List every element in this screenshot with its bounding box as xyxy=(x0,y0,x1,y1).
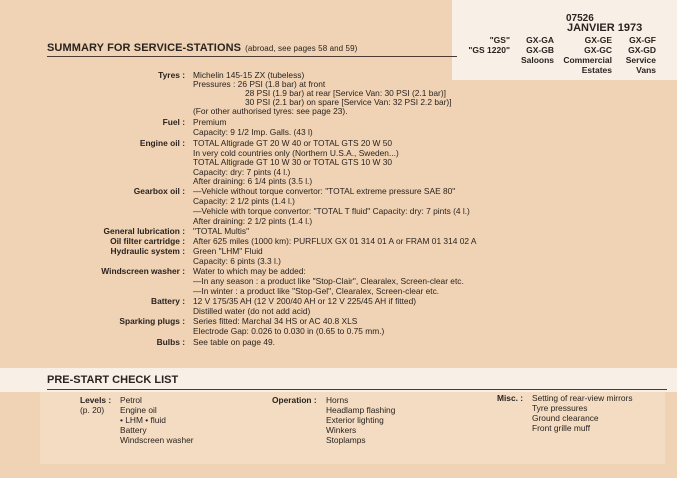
spec-line: In very cold countries only (Northern U.S.A., Sweden...) xyxy=(193,148,399,158)
battery-label: Battery : xyxy=(151,296,185,306)
spec-line: Capacity: 9 1/2 Imp. Galls. (43 l) xyxy=(193,127,313,137)
spec-line: After 625 miles (1000 km): PURFLUX GX 01 314 01 A or FRAM 01 314 02 A xyxy=(193,236,477,246)
spec-line: 30 PSI (2.1 bar) on spare [Service Van: 32 PSI 2.2 bar)] xyxy=(245,97,452,107)
checklist-item: Windscreen washer xyxy=(120,435,194,445)
model-type: Vans xyxy=(636,65,656,75)
spec-line: Pressures : 26 PSI (1.8 bar) at front xyxy=(193,79,326,89)
model-type: Estates xyxy=(581,65,612,75)
operation-label: Operation : xyxy=(272,395,317,405)
misc-label: Misc. : xyxy=(497,393,524,403)
checklist-item: Front grille muff xyxy=(532,423,591,433)
spec-line: Water to which may be added: xyxy=(193,266,306,276)
checklist-item: Petrol xyxy=(120,395,142,405)
document-date: JANVIER 1973 xyxy=(567,22,643,34)
spec-line: After draining: 2 1/2 pints (1.4 l.) xyxy=(193,216,313,226)
spec-line: After draining: 6 1/4 pints (3.5 l.) xyxy=(193,176,313,186)
checklist-item: Engine oil xyxy=(120,405,157,415)
spec-line: —Vehicle with torque convertor: "TOTAL T fluid" Capacity: dry: 7 pints (4 l.) xyxy=(193,206,470,216)
model-name: "GS" xyxy=(489,35,510,45)
checklist-item: Ground clearance xyxy=(532,413,599,423)
checklist-title: PRE-START CHECK LIST xyxy=(47,374,179,386)
checklist-item: Setting of rear-view mirrors xyxy=(532,393,633,403)
spec-line: —Vehicle without torque convertor: "TOTAL extreme pressure SAE 80" xyxy=(193,186,456,196)
checklist-item: Winkers xyxy=(326,425,357,435)
windscreen-washer-label: Windscreen washer : xyxy=(101,266,185,276)
model-name: "GS 1220" xyxy=(468,45,510,55)
model-names xyxy=(452,35,510,55)
levels-label: Levels : xyxy=(80,395,112,405)
fuel-label: Fuel : xyxy=(162,117,185,127)
spec-line: (For other authorised tyres: see page 23). xyxy=(193,106,348,116)
spec-line: "TOTAL Multis" xyxy=(193,226,250,236)
checklist-item: Horns xyxy=(326,395,349,405)
model-code: GX-GD xyxy=(628,45,656,55)
model-type: Commercial xyxy=(563,55,612,65)
tyres-label: Tyres : xyxy=(158,70,185,80)
estates-column xyxy=(556,35,612,75)
spec-line: 28 PSI (1.9 bar) at rear [Service Van: 30 PSI (2.1 bar)] xyxy=(245,88,446,98)
spec-line: TOTAL Altigrade GT 10 W 30 or TOTAL GTS 10 W 30 xyxy=(193,157,393,167)
model-code: GX-GE xyxy=(584,35,612,45)
model-code: GX-GB xyxy=(526,45,554,55)
spec-line: Capacity: dry: 7 pints (4 l.) xyxy=(193,167,291,177)
sparking-plugs-label: Sparking plugs : xyxy=(119,316,185,326)
gearbox-oil-label: Gearbox oil : xyxy=(133,186,185,196)
summary-title-text: SUMMARY FOR SERVICE-STATIONS xyxy=(47,42,242,54)
model-type: Saloons xyxy=(520,55,554,65)
oil-filter-label: Oil filter cartridge : xyxy=(110,236,185,246)
spec-line: TOTAL Altigrade GT 20 W 40 or TOTAL GTS 20 W 50 xyxy=(193,138,393,148)
general-lubrication-label: General lubrication : xyxy=(103,226,185,236)
model-code: GX-GC xyxy=(584,45,612,55)
spec-line: Green "LHM" Fluid xyxy=(193,246,263,256)
saloons-column xyxy=(514,35,554,65)
model-code: GX-GF xyxy=(629,35,656,45)
spec-line: 12 V 175/35 AH (12 V 200/40 AH or 12 V 225/45 AH if fitted) xyxy=(193,296,417,306)
summary-title xyxy=(47,42,357,54)
checklist-item: Headlamp flashing xyxy=(326,405,396,415)
hydraulic-system-label: Hydraulic system : xyxy=(110,246,185,256)
spec-line: Premium xyxy=(193,117,227,127)
spec-line: See table on page 49. xyxy=(193,337,275,347)
spec-line: Capacity: 2 1/2 pints (1.4 l.) xyxy=(193,196,295,206)
document-code: 07526 xyxy=(566,13,594,24)
title-rule xyxy=(47,56,457,57)
spec-line: Series fitted: Marchal 34 HS or AC 40.8 XLS xyxy=(193,316,358,326)
spec-line: Distilled water (do not add acid) xyxy=(193,306,311,316)
vans-column xyxy=(614,35,656,75)
checklist-item: Tyre pressures xyxy=(532,403,588,413)
summary-subtitle: (abroad, see pages 58 and 59) xyxy=(245,44,358,53)
model-type: Service xyxy=(625,55,656,65)
checklist-item: Stoplamps xyxy=(326,435,366,445)
checklist-rule xyxy=(47,389,667,390)
model-code: GX-GA xyxy=(526,35,554,45)
spec-line: Capacity: 6 pints (3.3 l.) xyxy=(193,256,281,266)
spec-line: —In any season : a product like "Stop-Clair", Clearalex, Screen-clear etc. xyxy=(193,276,464,286)
engine-oil-label: Engine oil : xyxy=(139,138,185,148)
checklist-item: • LHM • fluid xyxy=(120,415,166,425)
levels-page-ref: (p. 20) xyxy=(80,405,105,415)
spec-line: —In winter : a product like "Stop-Gel", Clearalex, Screen-clear etc. xyxy=(193,286,440,296)
bulbs-label: Bulbs : xyxy=(156,337,185,347)
spec-line: Michelin 145-15 ZX (tubeless) xyxy=(193,70,305,80)
checklist-item: Exterior lighting xyxy=(326,415,384,425)
spec-line: Electrode Gap: 0.026 to 0.030 in (0.65 to 0.75 mm.) xyxy=(193,326,385,336)
checklist-item: Battery xyxy=(120,425,147,435)
